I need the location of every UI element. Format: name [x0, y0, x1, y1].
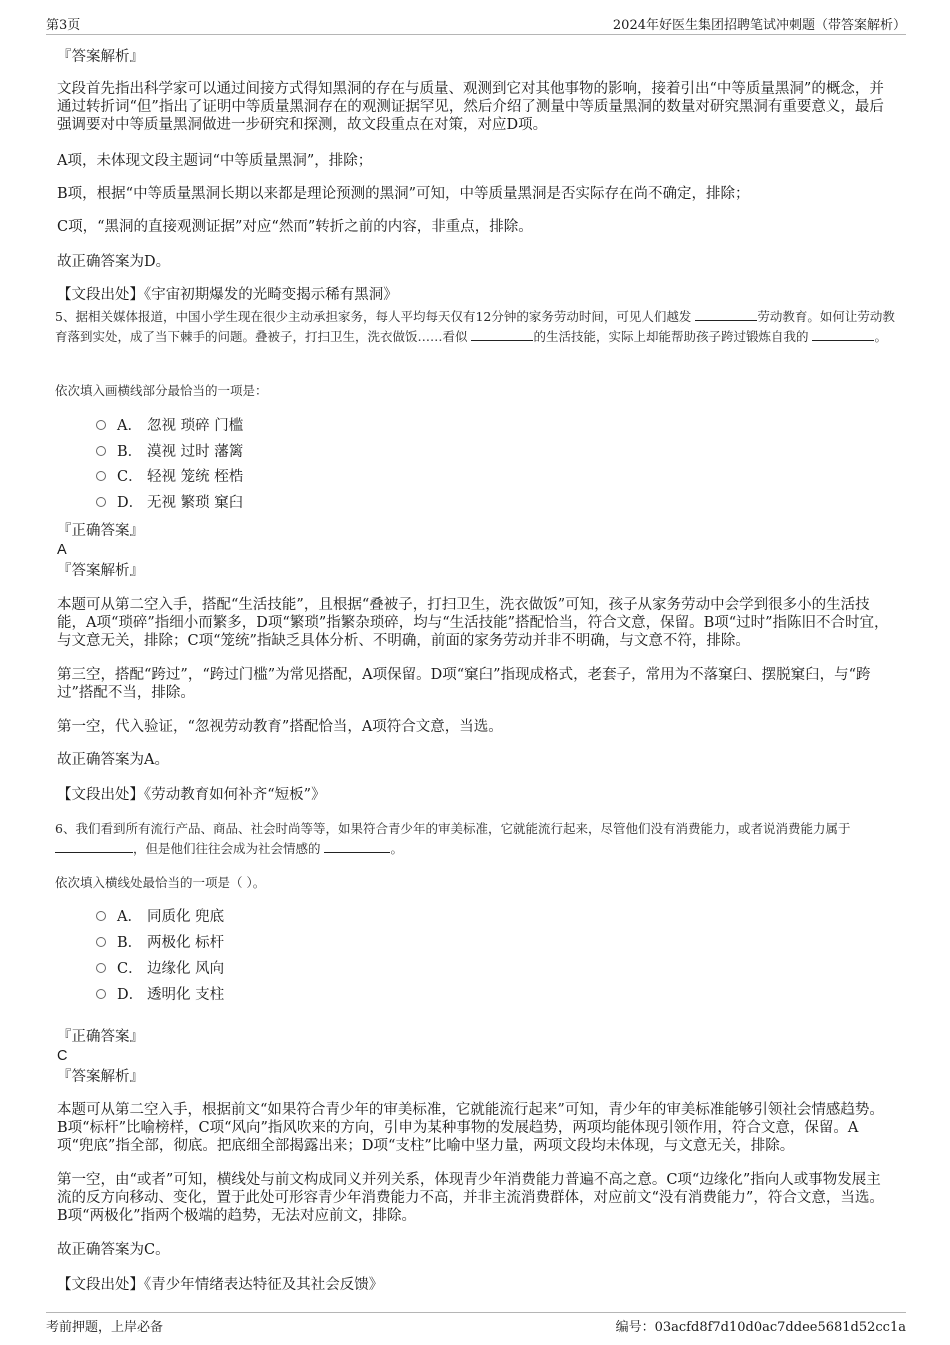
- document-id: 编号：03acfd8f7d10d0ac7ddee5681d52cc1a: [615, 1320, 906, 1335]
- q4-analysis-paragraph: B项，根据“中等质量黑洞长期以来都是理论预测的黑洞”可知，中等质量黑洞是否实际存在尚不确定，排除；: [57, 186, 750, 202]
- q5-analysis-paragraph: 故正确答案为A。: [57, 752, 169, 768]
- q5-source: 【文段出处】《劳动教育如何补齐“短板”》: [57, 787, 326, 803]
- q4-analysis-paragraph: A项，未体现文段主题词“中等质量黑洞”，排除；: [57, 153, 373, 169]
- q6-analysis-paragraph: 第一空，由“或者”可知，横线处与前文构成同义并列关系，体现青少年消费能力普遍不高之意。C项“边缘化”指向人或事物发展主流的反方向移动、变化，置于此处可形容青少年消费能力不高，并非主流消费群体，对应前文“没有消费能力”，符合文意，当选。B项“两极化”指两个极端的趋势，无法对应前文，排除。: [57, 1172, 884, 1224]
- q5-option-a[interactable]: A． 忽视 琐碎 门槛: [96, 416, 243, 436]
- q6-analysis-paragraph: 故正确答案为C。: [57, 1242, 170, 1258]
- q5-option-b[interactable]: B． 漠视 过时 藩篱: [96, 442, 243, 462]
- q5-stem: 5、据相关媒体报道，中国小学生现在很少主动承担家务，每人平均每天仅有12分钟的家务劳动时间，可见人们越发 劳动教育。如何让劳动教育落到实处，成了当下棘手的问题。叠被子，打扫卫生，洗衣做饭……看似 的生活技能，实际上却能帮助孩子跨过锻炼自我的 。: [55, 309, 895, 344]
- radio-icon[interactable]: [96, 471, 106, 481]
- q5-instruction: 依次填入画横线部分最恰当的一项是：: [55, 383, 268, 398]
- radio-icon[interactable]: [96, 497, 106, 507]
- q6-analysis-paragraph: 本题可从第二空入手，根据前文“如果符合青少年的审美标准，它就能流行起来”可知，青少年的审美标准能够引领社会情感趋势。B项“标杆”比喻榜样，C项“风向”指风吹来的方向，引申为某种事物的发展趋势，两项均能体现引领作用，符合文意，保留。A项“兜底”指全部，彻底。把底细全部揭露出来；D项“支柱”比喻中坚力量，两项文段均未体现，与文意无关，排除。: [57, 1102, 884, 1154]
- document-title: 2024年好医生集团招聘笔试冲刺题（带答案解析）: [612, 18, 906, 33]
- q6-answer: C: [57, 1048, 68, 1064]
- q5-answer-label: 『正确答案』: [57, 523, 144, 539]
- q6-answer-label: 『正确答案』: [57, 1029, 144, 1045]
- q6-option-d[interactable]: D． 透明化 支柱: [96, 985, 224, 1005]
- radio-icon[interactable]: [96, 963, 106, 973]
- q5-answer: A: [57, 542, 67, 558]
- q5-option-d[interactable]: D． 无视 繁琐 窠臼: [96, 493, 243, 513]
- q6-option-c[interactable]: C． 边缘化 风向: [96, 959, 224, 979]
- q4-analysis-label: 『答案解析』: [57, 49, 144, 65]
- q4-analysis-paragraph: 文段首先指出科学家可以通过间接方式得知黑洞的存在与质量、观测到它对其他事物的影响，接着引出“中等质量黑洞”的概念，并通过转折词“但”指出了证明中等质量黑洞存在的观测证据罕见，然后介绍了测量中等质量黑洞的数量对研究黑洞有重要意义，最后强调要对中等质量黑洞做进一步研究和探测，故文段重点在对策，对应D项。: [57, 81, 884, 133]
- q6-blank-1: [55, 840, 133, 853]
- q6-option-a[interactable]: A． 同质化 兜底: [96, 907, 224, 927]
- page-number: 第3页: [46, 18, 81, 33]
- page-footer: [46, 1312, 906, 1335]
- q5-blank-1: [695, 308, 757, 321]
- q4-analysis-paragraph: C项，“黑洞的直接观测证据”对应“然而”转折之前的内容，非重点，排除。: [57, 219, 533, 235]
- q5-analysis-paragraph: 第三空，搭配“跨过”，“跨过门槛”为常见搭配，A项保留。D项“窠臼”指现成格式，老套子，常用为不落窠臼、摆脱窠臼，与“跨过”搭配不当，排除。: [57, 667, 871, 701]
- q5-analysis-paragraph: 第一空，代入验证，“忽视劳动教育”搭配恰当，A项符合文意，当选。: [57, 719, 503, 735]
- q6-blank-2: [324, 840, 390, 853]
- q5-option-c[interactable]: C． 轻视 笼统 桎梏: [96, 467, 243, 487]
- q6-option-b[interactable]: B． 两极化 标杆: [96, 933, 224, 953]
- q6-source: 【文段出处】《青少年情绪表达特征及其社会反馈》: [57, 1277, 384, 1293]
- footer-slogan: 考前押题，上岸必备: [46, 1320, 164, 1335]
- page-header: [46, 12, 906, 35]
- radio-icon[interactable]: [96, 420, 106, 430]
- q5-analysis-label: 『答案解析』: [57, 563, 144, 579]
- radio-icon[interactable]: [96, 911, 106, 921]
- q5-blank-2: [471, 328, 533, 341]
- q5-analysis-paragraph: 本题可从第二空入手，搭配“生活技能”，且根据“叠被子，打扫卫生，洗衣做饭”可知，孩子从家务劳动中会学到很多小的生活技能，A项“琐碎”指细小而繁多，D项“繁琐”指繁杂琐碎，均与“生活技能”搭配恰当，符合文意，保留。B项“过时”指陈旧不合时宜，与文意无关，排除；C项“笼统”指缺乏具体分析、不明确，前面的家务劳动并非不明确，与文意不符，排除。: [57, 597, 889, 649]
- radio-icon[interactable]: [96, 937, 106, 947]
- q6-instruction: 依次填入横线处最恰当的一项是（ ）。: [55, 875, 266, 890]
- q4-analysis-paragraph: 故正确答案为D。: [57, 254, 171, 270]
- q5-blank-3: [812, 328, 874, 341]
- radio-icon[interactable]: [96, 446, 106, 456]
- q6-stem: 6、我们看到所有流行产品、商品、社会时尚等等，如果符合青少年的审美标准，它就能流行起来，尽管他们没有消费能力，或者说消费能力属于 ，但是他们往往会成为社会情感的 。: [55, 821, 851, 856]
- radio-icon[interactable]: [96, 989, 106, 999]
- q4-source: 【文段出处】《宇宙初期爆发的光畸变揭示稀有黑洞》: [57, 287, 398, 303]
- q6-analysis-label: 『答案解析』: [57, 1069, 144, 1085]
